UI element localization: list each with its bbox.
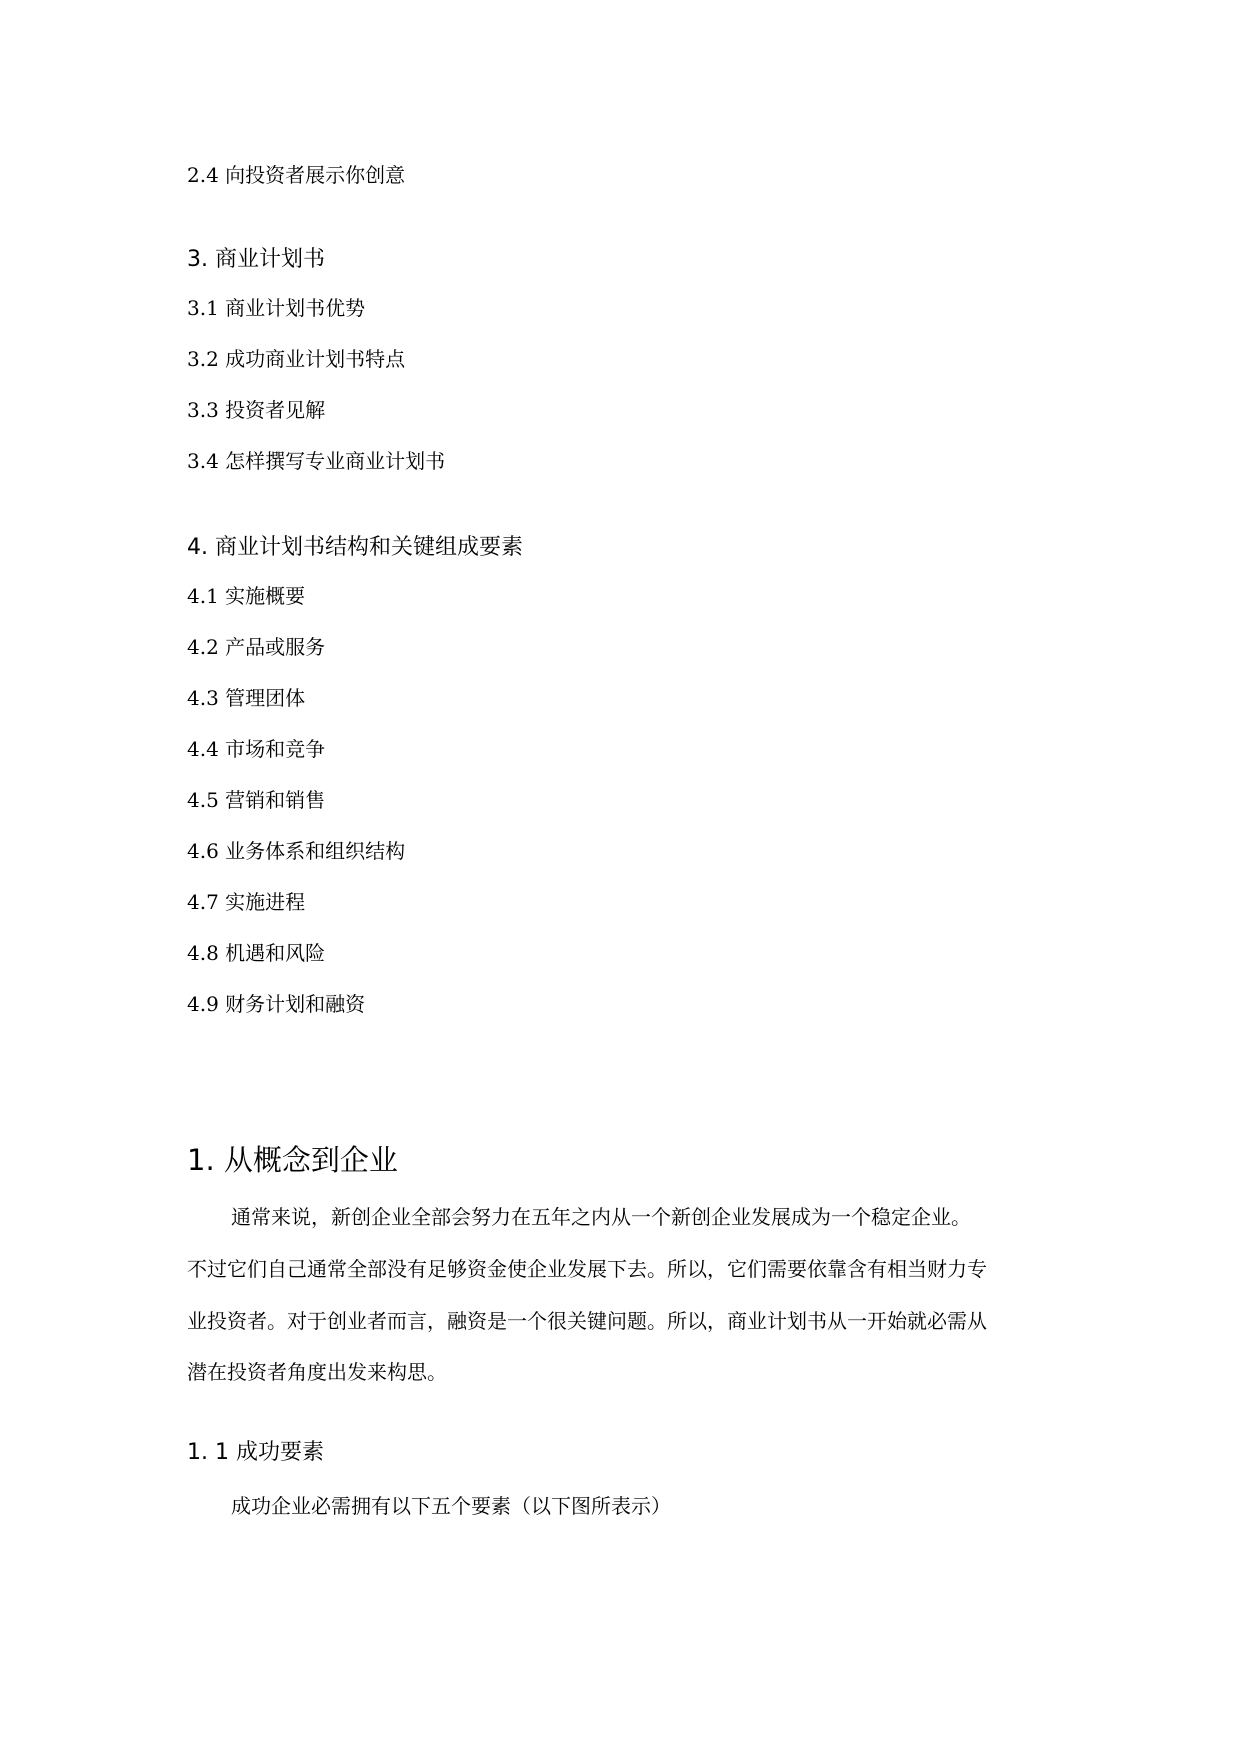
toc-item-4-5: 4.5 营销和销售 xyxy=(187,788,326,812)
toc-item-4-2: 4.2 产品或服务 xyxy=(187,635,326,659)
toc-item-2-4: 2.4 向投资者展示你创意 xyxy=(187,163,406,187)
section-1-1-paragraph: 成功企业必需拥有以下五个要素（以下图所表示） xyxy=(231,1494,671,1518)
paragraph-line: 通常来说，新创企业全部会努力在五年之内从一个新创企业发展成为一个稳定企业。 xyxy=(231,1205,971,1229)
toc-item-4-4: 4.4 市场和竞争 xyxy=(187,737,326,761)
section-1-1-title: 1. 1 成功要素 xyxy=(187,1440,324,1465)
toc-item-4-3: 4.3 管理团体 xyxy=(187,686,306,710)
chapter-1-title: 1. 从概念到企业 xyxy=(187,1143,398,1177)
toc-section-3-heading: 3. 商业计划书 xyxy=(187,247,325,272)
paragraph-line: 潜在投资者角度出发来构思。 xyxy=(187,1360,447,1384)
toc-item-3-1: 3.1 商业计划书优势 xyxy=(187,296,366,320)
paragraph-line: 业投资者。对于创业者而言，融资是一个很关键问题。所以，商业计划书从一开始就必需从 xyxy=(187,1309,987,1333)
toc-section-4-heading: 4. 商业计划书结构和关键组成要素 xyxy=(187,535,523,560)
paragraph-line: 不过它们自己通常全部没有足够资金使企业发展下去。所以，它们需要依靠含有相当财力专 xyxy=(187,1257,987,1281)
toc-item-3-4: 3.4 怎样撰写专业商业计划书 xyxy=(187,449,446,473)
toc-item-4-7: 4.7 实施进程 xyxy=(187,890,306,914)
toc-item-4-9: 4.9 财务计划和融资 xyxy=(187,992,366,1016)
toc-item-3-2: 3.2 成功商业计划书特点 xyxy=(187,347,406,371)
toc-item-4-6: 4.6 业务体系和组织结构 xyxy=(187,839,406,863)
toc-item-4-1: 4.1 实施概要 xyxy=(187,584,306,608)
toc-item-3-3: 3.3 投资者见解 xyxy=(187,398,326,422)
toc-item-4-8: 4.8 机遇和风险 xyxy=(187,941,326,965)
